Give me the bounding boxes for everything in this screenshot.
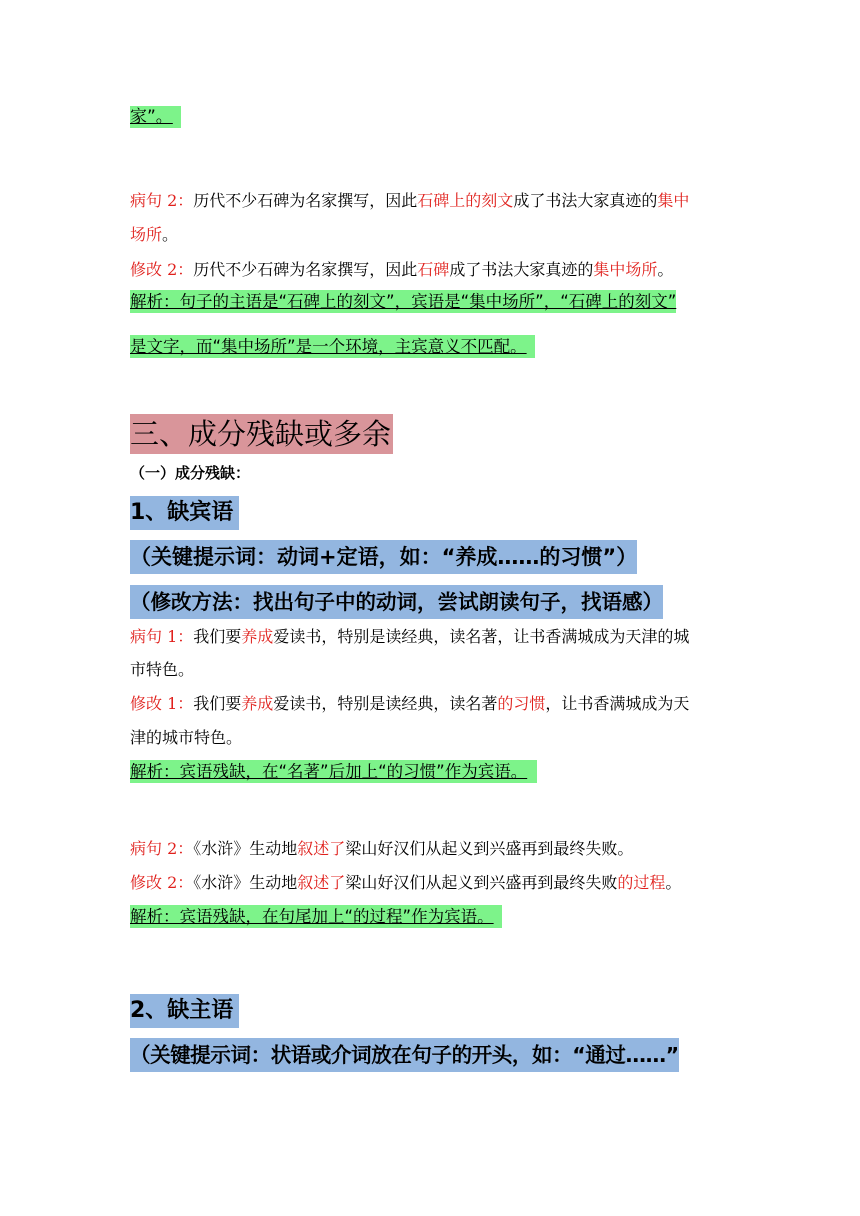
item2-heading: 2、缺主语 — [130, 994, 239, 1028]
section-title: 三、成分残缺或多余 — [130, 414, 393, 454]
item1-fixed-2: 修改 2：《水浒》生动地叙述了梁山好汉们从起义到兴盛再到最终失败的过程。 — [130, 873, 682, 892]
item1-faulty-1: 病句 1：我们要养成爱读书，特别是读经典，读名著，让书香满城成为天津的城 — [130, 627, 690, 646]
item1-analysis-2: 解析：宾语残缺，在句尾加上“的过程”作为宾语。 — [130, 907, 502, 927]
analysis-2-line1: 解析：句子的主语是“石碑上的刻文”，宾语是“集中场所”，“石碑上的刻文” — [130, 292, 677, 311]
intro-tail: 家”。 — [130, 104, 181, 130]
sentence-faulty-2-cont: 场所。 — [130, 225, 179, 244]
item1-analysis-1: 解析：宾语残缺，在“名著”后加上“的习惯”作为宾语。 — [130, 762, 537, 782]
subsection-heading: （一）成分残缺： — [130, 464, 251, 482]
item1-fixed-1-cont: 津的城市特色。 — [130, 728, 243, 747]
sentence-fixed-2: 修改 2：历代不少石碑为名家撰写，因此石碑成了书法大家真迹的集中场所。 — [130, 260, 674, 279]
item2-hint: （关键提示词：状语或介词放在句子的开头，如：“通过……” — [130, 1038, 679, 1072]
item1-heading: 1、缺宾语 — [130, 496, 239, 530]
item1-method: （修改方法：找出句子中的动词，尝试朗读句子，找语感） — [130, 585, 663, 619]
item1-hint: （关键提示词：动词+定语，如：“养成……的习惯”） — [130, 540, 637, 574]
item1-faulty-2: 病句 2：《水浒》生动地叙述了梁山好汉们从起义到兴盛再到最终失败。 — [130, 839, 634, 858]
item1-fixed-1: 修改 1：我们要养成爱读书，特别是读经典，读名著的习惯，让书香满城成为天 — [130, 694, 690, 713]
item1-faulty-1-cont: 市特色。 — [130, 660, 195, 679]
analysis-2-line2: 是文字，而“集中场所”是一个环境，主宾意义不匹配。 — [130, 337, 535, 357]
sentence-faulty-2: 病句 2：历代不少石碑为名家撰写，因此石碑上的刻文成了书法大家真迹的集中 — [130, 191, 690, 210]
